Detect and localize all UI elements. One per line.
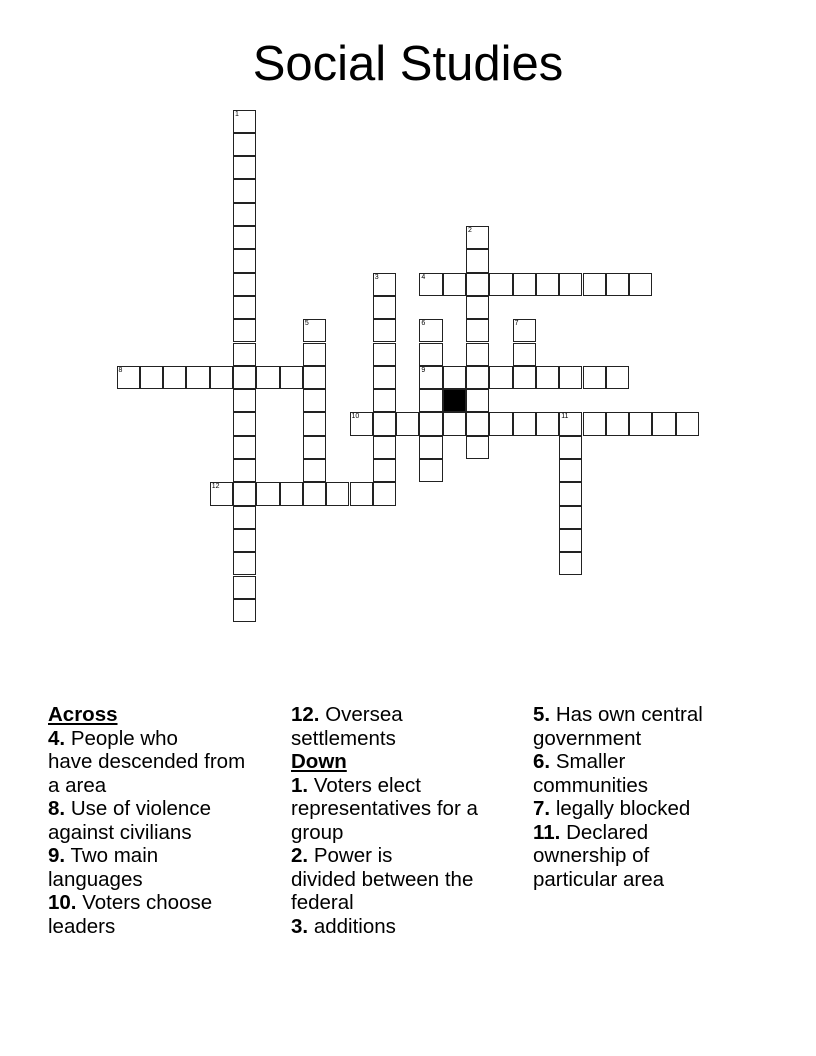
- grid-cell[interactable]: [443, 412, 466, 435]
- grid-cell[interactable]: [233, 296, 256, 319]
- grid-cell[interactable]: [373, 412, 396, 435]
- grid-cell[interactable]: [140, 366, 163, 389]
- clue-number-label: 12: [211, 483, 220, 491]
- clue-across-8: 8. Use of violence against civilians: [48, 797, 211, 844]
- grid-cell[interactable]: [233, 482, 256, 505]
- grid-cell[interactable]: [466, 249, 489, 272]
- black-cell: [443, 389, 466, 412]
- grid-cell[interactable]: [606, 412, 629, 435]
- clue-down-6: 6. Smaller communities: [533, 750, 649, 797]
- grid-cell[interactable]: [233, 436, 256, 459]
- grid-cell[interactable]: [466, 273, 489, 296]
- grid-cell[interactable]: [466, 389, 489, 412]
- grid-cell[interactable]: [606, 366, 629, 389]
- grid-cell[interactable]: [419, 412, 442, 435]
- grid-cell[interactable]: [513, 412, 536, 435]
- grid-cell[interactable]: [303, 343, 326, 366]
- down-heading: Down: [291, 750, 347, 773]
- grid-cell[interactable]: [419, 319, 442, 342]
- grid-cell[interactable]: [513, 343, 536, 366]
- grid-cell[interactable]: [373, 436, 396, 459]
- grid-cell[interactable]: [373, 459, 396, 482]
- grid-cell[interactable]: [559, 436, 582, 459]
- clue-down-5: 5. Has own central government: [533, 703, 703, 750]
- clue-across-10: 10. Voters choose leaders: [48, 891, 213, 938]
- grid-cell[interactable]: [350, 412, 373, 435]
- clue-across-4: 4. People who have descended from a area: [48, 726, 246, 797]
- clue-down-2: 2. Power is divided between the federal: [291, 844, 474, 914]
- grid-cell[interactable]: [233, 459, 256, 482]
- clue-number-label: 4: [421, 273, 426, 281]
- grid-cell[interactable]: [233, 133, 256, 156]
- clue-column-1: [48, 703, 288, 938]
- grid-cell[interactable]: [489, 273, 512, 296]
- clue-number-label: 5: [304, 320, 309, 328]
- grid-cell[interactable]: [117, 366, 140, 389]
- grid-cell[interactable]: [419, 436, 442, 459]
- grid-cell[interactable]: [466, 343, 489, 366]
- clue-number-label: 9: [421, 366, 426, 374]
- grid-cell[interactable]: [233, 529, 256, 552]
- grid-cell[interactable]: [186, 366, 209, 389]
- grid-cell[interactable]: [233, 389, 256, 412]
- grid-cell[interactable]: [583, 412, 606, 435]
- grid-cell[interactable]: [559, 506, 582, 529]
- grid-cell[interactable]: [303, 319, 326, 342]
- clue-down-1: 1. Voters elect representatives for a group: [291, 773, 478, 844]
- grid-cell[interactable]: [396, 412, 419, 435]
- grid-cell[interactable]: [419, 366, 442, 389]
- clue-column-3: [533, 703, 773, 891]
- grid-cell[interactable]: [233, 226, 256, 249]
- grid-cell[interactable]: [163, 366, 186, 389]
- grid-cell[interactable]: [303, 436, 326, 459]
- grid-cell[interactable]: [536, 273, 559, 296]
- grid-cell[interactable]: [210, 366, 233, 389]
- grid-cell[interactable]: [606, 273, 629, 296]
- grid-cell[interactable]: [466, 296, 489, 319]
- clue-number-label: 7: [514, 320, 519, 328]
- grid-cell[interactable]: [443, 366, 466, 389]
- grid-cell[interactable]: [536, 412, 559, 435]
- clue-number-label: 10: [351, 413, 360, 421]
- grid-cell[interactable]: [559, 552, 582, 575]
- grid-cell[interactable]: [629, 273, 652, 296]
- grid-cell[interactable]: [303, 389, 326, 412]
- clue-down-7: 7. legally blocked: [533, 797, 691, 820]
- grid-cell[interactable]: [559, 459, 582, 482]
- grid-cell[interactable]: [466, 366, 489, 389]
- grid-cell[interactable]: [233, 343, 256, 366]
- grid-cell[interactable]: [303, 412, 326, 435]
- grid-cell[interactable]: [233, 552, 256, 575]
- grid-cell[interactable]: [233, 576, 256, 599]
- grid-cell[interactable]: [583, 273, 606, 296]
- grid-cell[interactable]: [233, 273, 256, 296]
- clue-number-label: 6: [421, 320, 426, 328]
- grid-cell[interactable]: [233, 366, 256, 389]
- grid-cell[interactable]: [466, 436, 489, 459]
- clue-across-12: 12. Oversea settlements: [291, 703, 403, 750]
- grid-cell[interactable]: [583, 366, 606, 389]
- grid-cell[interactable]: [350, 482, 373, 505]
- grid-cell[interactable]: [443, 273, 466, 296]
- clue-down-11: 11. Declared ownership of particular area: [533, 820, 665, 891]
- grid-cell[interactable]: [233, 319, 256, 342]
- grid-cell[interactable]: [233, 599, 256, 622]
- grid-cell[interactable]: [466, 319, 489, 342]
- grid-cell[interactable]: [233, 156, 256, 179]
- grid-cell[interactable]: [233, 506, 256, 529]
- grid-cell[interactable]: [513, 273, 536, 296]
- grid-cell[interactable]: [419, 273, 442, 296]
- clue-number-label: 2: [468, 227, 472, 234]
- grid-cell[interactable]: [233, 110, 256, 133]
- grid-cell[interactable]: [489, 412, 512, 435]
- across-heading: Across: [48, 703, 118, 726]
- grid-cell[interactable]: [559, 273, 582, 296]
- grid-cell[interactable]: [303, 482, 326, 505]
- grid-cell[interactable]: [326, 482, 349, 505]
- puzzle-title: Social Studies: [252, 37, 564, 91]
- grid-cell[interactable]: [233, 179, 256, 202]
- grid-cell[interactable]: [210, 482, 233, 505]
- grid-cell[interactable]: [280, 482, 303, 505]
- grid-cell[interactable]: [373, 273, 396, 296]
- grid-cell[interactable]: [559, 529, 582, 552]
- grid-cell[interactable]: [373, 319, 396, 342]
- grid-cell[interactable]: [419, 343, 442, 366]
- grid-cell[interactable]: [676, 412, 699, 435]
- grid-cell[interactable]: [513, 319, 536, 342]
- grid-cell[interactable]: [233, 412, 256, 435]
- grid-cell[interactable]: [536, 366, 559, 389]
- grid-cell[interactable]: [466, 412, 489, 435]
- grid-cell[interactable]: [559, 366, 582, 389]
- clue-number-label: 11: [561, 413, 569, 421]
- clue-number-label: 1: [235, 110, 239, 118]
- grid-cell[interactable]: [419, 459, 442, 482]
- grid-cell[interactable]: [373, 389, 396, 412]
- grid-cell[interactable]: [373, 343, 396, 366]
- grid-cell[interactable]: [373, 366, 396, 389]
- grid-cell[interactable]: [256, 366, 279, 389]
- grid-cell[interactable]: [233, 203, 256, 226]
- grid-cell[interactable]: [559, 482, 582, 505]
- grid-cell[interactable]: [303, 459, 326, 482]
- grid-cell[interactable]: [233, 249, 256, 272]
- grid-cell[interactable]: [419, 389, 442, 412]
- grid-cell[interactable]: [280, 366, 303, 389]
- grid-cell[interactable]: [629, 412, 652, 435]
- clue-across-9: 9. Two main languages: [48, 844, 159, 891]
- grid-cell[interactable]: [652, 412, 675, 435]
- grid-cell[interactable]: [303, 366, 326, 389]
- grid-cell[interactable]: [256, 482, 279, 505]
- grid-cell[interactable]: [513, 366, 536, 389]
- grid-cell[interactable]: [559, 412, 582, 435]
- clue-down-3: 3. additions: [291, 914, 396, 938]
- clue-column-2: [291, 703, 531, 938]
- grid-cell[interactable]: [466, 226, 489, 249]
- grid-cell[interactable]: [489, 366, 512, 389]
- clue-number-label: 3: [374, 273, 379, 281]
- clue-number-label: 8: [118, 366, 123, 374]
- grid-cell[interactable]: [373, 296, 396, 319]
- grid-cell[interactable]: [373, 482, 396, 505]
